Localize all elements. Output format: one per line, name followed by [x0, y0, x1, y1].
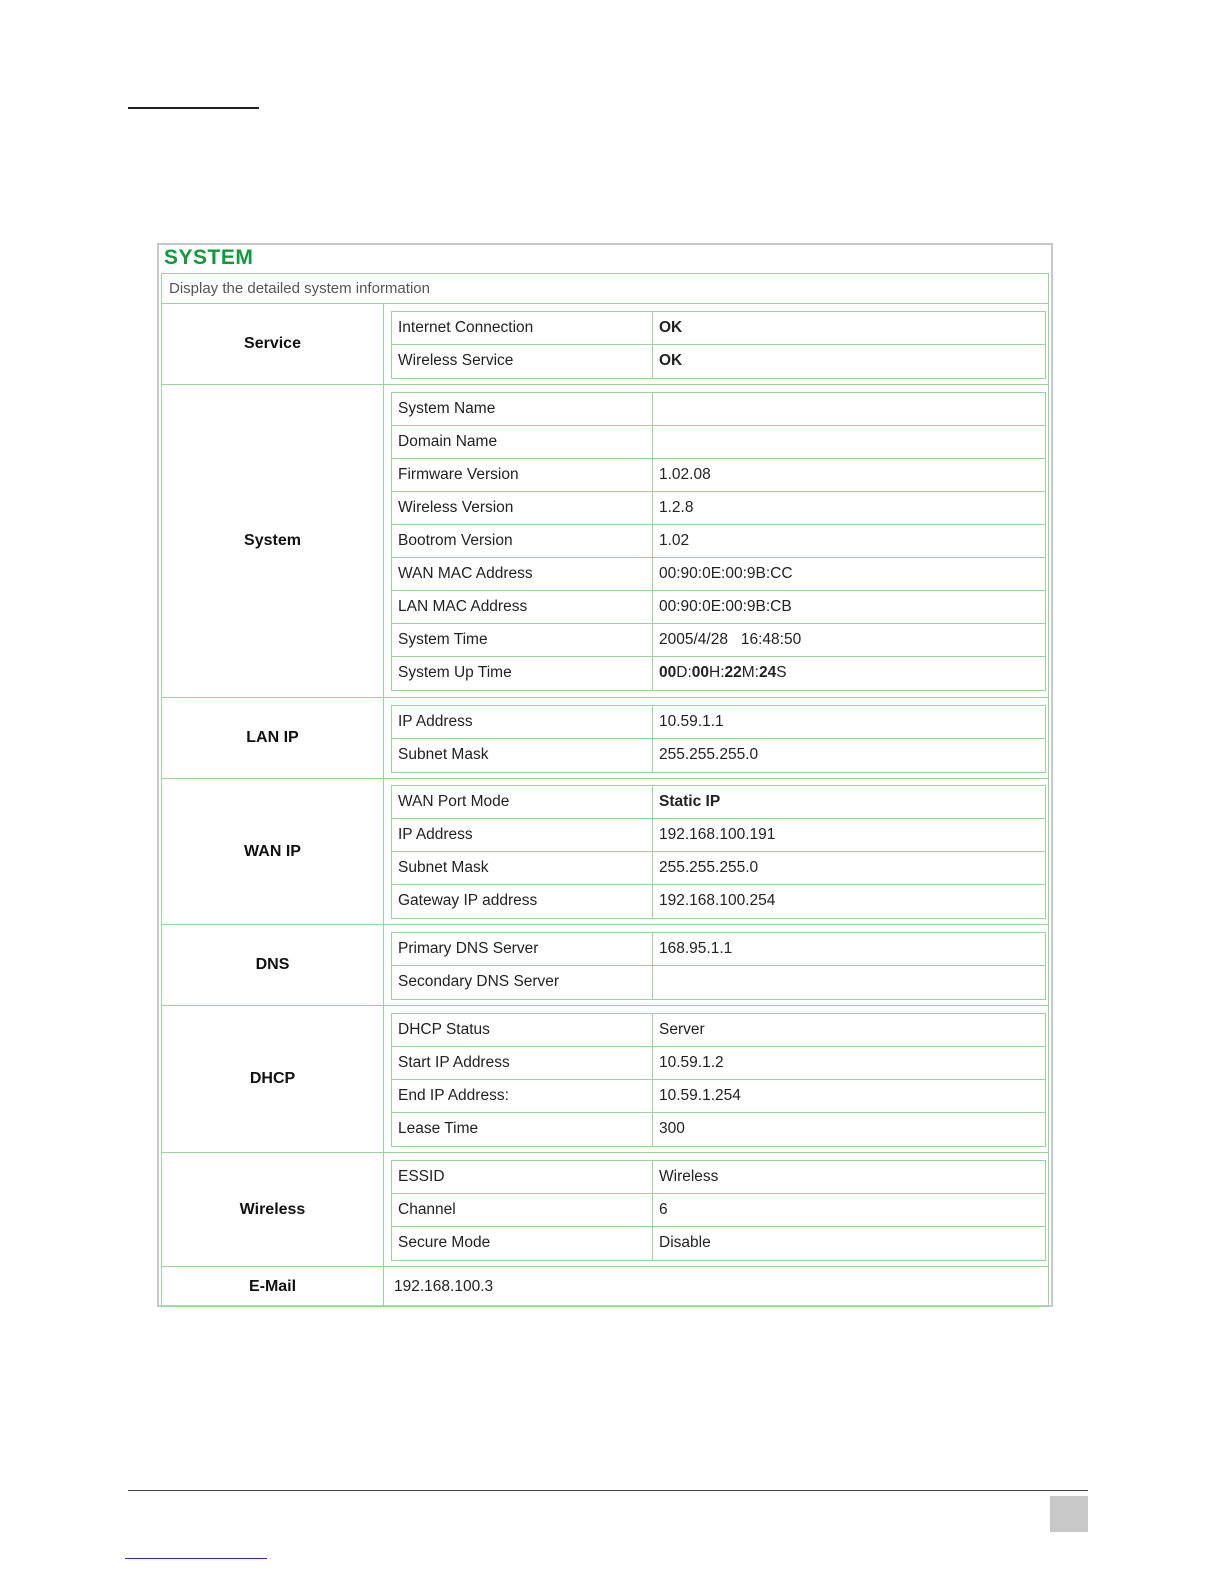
- table-row: [392, 525, 1045, 558]
- uptime-hours-unit: H:: [709, 664, 725, 681]
- row-key: Secondary DNS Server: [392, 966, 653, 999]
- table-row: [392, 706, 1045, 739]
- uptime-hours: 00: [691, 664, 709, 681]
- row-value: 10.59.1.1: [659, 713, 724, 730]
- row-key: System Name: [392, 393, 653, 425]
- section-label: System: [162, 385, 384, 697]
- row-key: Subnet Mask: [392, 739, 653, 772]
- row-key: IP Address: [392, 819, 653, 851]
- uptime-minutes: 22: [724, 664, 742, 681]
- section-label: E-Mail: [162, 1267, 384, 1306]
- info-table: [391, 392, 1046, 691]
- row-value: Wireless: [659, 1168, 719, 1185]
- row-value: 300: [659, 1120, 685, 1137]
- table-row: [392, 819, 1045, 852]
- row-key: WAN MAC Address: [392, 558, 653, 590]
- info-table: [391, 705, 1046, 773]
- row-value: 168.95.1.1: [659, 940, 733, 957]
- row-value: [653, 966, 1045, 999]
- row-key: IP Address: [392, 706, 653, 738]
- table-row: [392, 312, 1045, 345]
- table-row: [392, 1113, 1045, 1146]
- footer-link-underline[interactable]: [125, 1558, 267, 1559]
- row-value: 6: [659, 1201, 668, 1218]
- section-dns: [161, 925, 1049, 1006]
- header-rule: [128, 107, 259, 109]
- table-row: [392, 657, 1045, 690]
- row-value: 255.255.255.0: [659, 859, 759, 876]
- section-email: [161, 1267, 1049, 1307]
- row-value: 10.59.1.254: [659, 1087, 741, 1104]
- row-value: 10.59.1.2: [659, 1054, 724, 1071]
- section-label: LAN IP: [162, 698, 384, 778]
- row-key: Primary DNS Server: [392, 933, 653, 965]
- table-row: [392, 739, 1045, 772]
- section-wireless: [161, 1153, 1049, 1267]
- row-value: [653, 393, 1045, 425]
- section-dhcp: [161, 1006, 1049, 1153]
- section-label: Wireless: [162, 1153, 384, 1266]
- row-key: End IP Address:: [392, 1080, 653, 1112]
- table-row: [392, 558, 1045, 591]
- row-key: DHCP Status: [392, 1014, 653, 1046]
- row-key: Wireless Service: [392, 345, 653, 378]
- row-value: Server: [659, 1021, 705, 1038]
- row-value: Static IP: [659, 793, 721, 810]
- uptime-days: 00: [659, 664, 677, 681]
- section-label: DHCP: [162, 1006, 384, 1152]
- table-row: [392, 426, 1045, 459]
- table-row: [392, 933, 1045, 966]
- info-table: [391, 785, 1046, 919]
- row-value: [653, 426, 1045, 458]
- row-key: Wireless Version: [392, 492, 653, 524]
- panel-title: SYSTEM: [164, 246, 254, 269]
- row-key: Internet Connection: [392, 312, 653, 344]
- row-key: Domain Name: [392, 426, 653, 458]
- footer-rule: [128, 1490, 1088, 1491]
- uptime-seconds-unit: S: [776, 664, 787, 681]
- row-key: Channel: [392, 1194, 653, 1226]
- info-table: [391, 311, 1046, 379]
- row-value: Disable: [659, 1234, 711, 1251]
- section-wan-ip: [161, 779, 1049, 925]
- system-info-panel: [157, 243, 1053, 1307]
- row-value: 1.02.08: [659, 466, 711, 483]
- section-lan-ip: [161, 698, 1049, 779]
- row-value: 00:90:0E:00:9B:CC: [659, 565, 793, 582]
- row-key: LAN MAC Address: [392, 591, 653, 623]
- table-row: [392, 1014, 1045, 1047]
- row-value: 2005/4/28 16:48:50: [659, 631, 802, 648]
- email-value: 192.168.100.3: [394, 1278, 494, 1295]
- row-value: OK: [659, 319, 683, 336]
- uptime-seconds: 24: [758, 664, 777, 681]
- row-key: Secure Mode: [392, 1227, 653, 1260]
- row-key: Start IP Address: [392, 1047, 653, 1079]
- table-row: [392, 393, 1045, 426]
- row-value: 192.168.100.191: [659, 826, 776, 843]
- row-key: System Up Time: [392, 657, 653, 690]
- table-row: [392, 1080, 1045, 1113]
- row-key: Gateway IP address: [392, 885, 653, 918]
- row-key: Bootrom Version: [392, 525, 653, 557]
- uptime-days-unit: D:: [676, 664, 692, 681]
- row-value: 1.2.8: [659, 499, 694, 516]
- uptime-value: [653, 657, 1045, 690]
- table-row: [392, 1227, 1045, 1260]
- row-key: Subnet Mask: [392, 852, 653, 884]
- uptime-minutes-unit: M:: [741, 664, 759, 681]
- info-table: [391, 1160, 1046, 1261]
- section-label: DNS: [162, 925, 384, 1005]
- section-system: [161, 385, 1049, 698]
- table-row: [392, 966, 1045, 999]
- table-row: [392, 1047, 1045, 1080]
- row-value: OK: [659, 352, 683, 369]
- info-table: [391, 932, 1046, 1000]
- section-label: Service: [162, 304, 384, 384]
- row-key: WAN Port Mode: [392, 786, 653, 818]
- panel-description: Display the detailed system information: [161, 273, 1049, 304]
- row-key: System Time: [392, 624, 653, 656]
- row-key: Firmware Version: [392, 459, 653, 491]
- table-row: [392, 345, 1045, 378]
- row-value: 00:90:0E:00:9B:CB: [659, 598, 792, 615]
- table-row: [392, 786, 1045, 819]
- table-row: [392, 459, 1045, 492]
- row-value: 255.255.255.0: [659, 746, 759, 763]
- info-table: [391, 1013, 1046, 1147]
- table-row: [392, 492, 1045, 525]
- table-row: [392, 1161, 1045, 1194]
- page-number-box: [1050, 1496, 1088, 1532]
- row-value: 192.168.100.254: [659, 892, 776, 909]
- table-row: [392, 852, 1045, 885]
- section-service: [161, 304, 1049, 385]
- row-value: 1.02: [659, 532, 690, 549]
- row-key: ESSID: [392, 1161, 653, 1193]
- table-row: [392, 885, 1045, 918]
- table-row: [392, 1194, 1045, 1227]
- table-row: [392, 624, 1045, 657]
- table-row: [392, 591, 1045, 624]
- section-label: WAN IP: [162, 779, 384, 924]
- row-key: Lease Time: [392, 1113, 653, 1146]
